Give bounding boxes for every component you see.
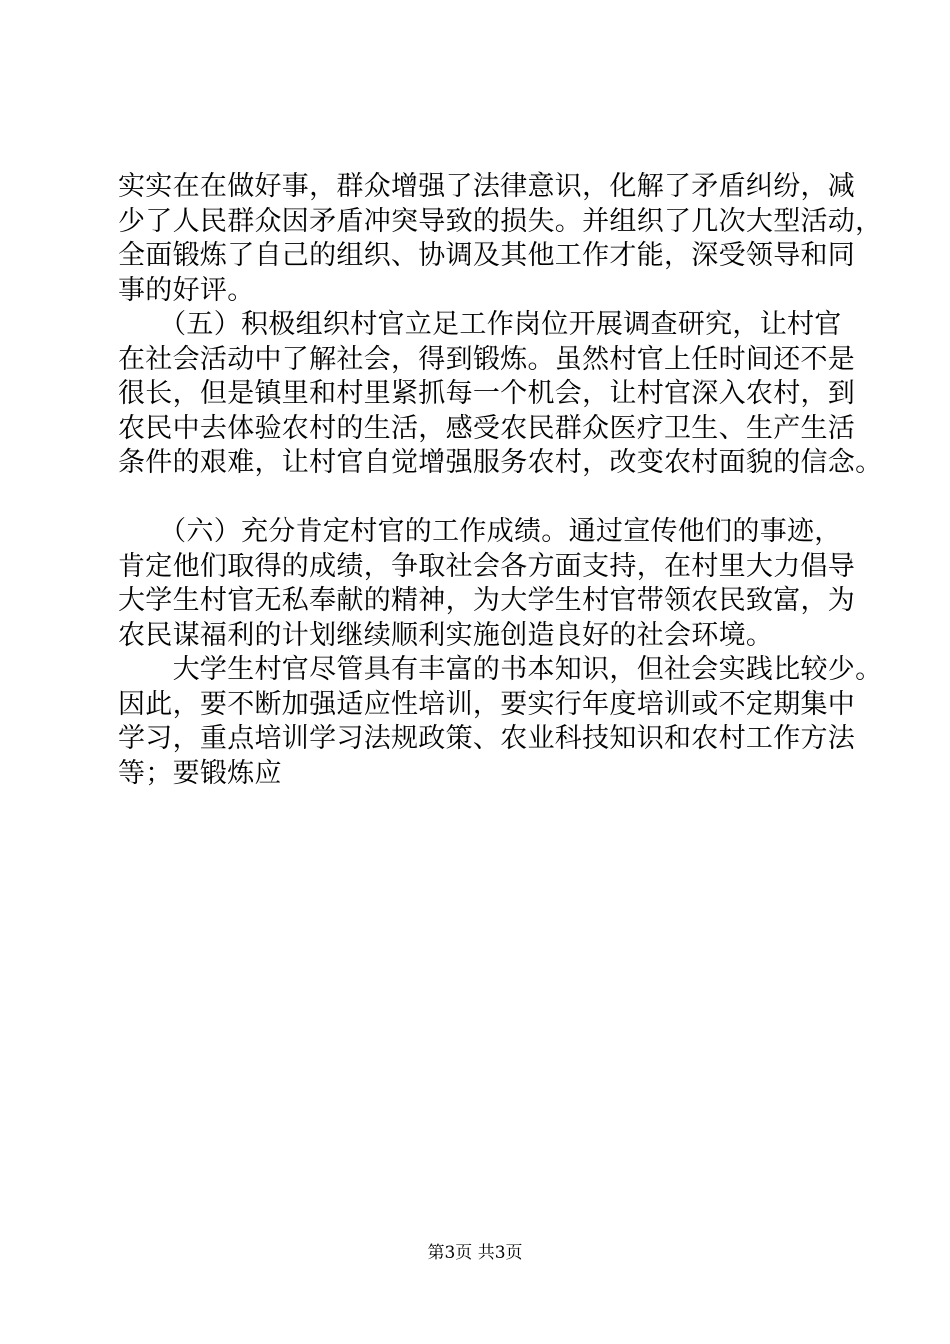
- text-line: 学习，重点培训学习法规政策、农业科技知识和农村工作方法: [118, 723, 856, 754]
- page-number: 第3页 共3页: [427, 1243, 523, 1263]
- page-footer: [0, 1242, 950, 1264]
- text-line: 在社会活动中了解社会，得到锻炼。虽然村官上任时间还不是: [118, 343, 856, 375]
- text-line: （五）积极组织村官立足工作岗位开展调查研究，让村官: [118, 309, 842, 340]
- document-body: [118, 170, 883, 791]
- text-line: 等；要锻炼应: [118, 757, 282, 789]
- text-line: 实实在在做好事，群众增强了法律意识，化解了矛盾纠纷，减: [118, 171, 856, 202]
- text-line: 很长，但是镇里和村里紧抓每一个机会，让村官深入农村，到: [118, 378, 856, 409]
- text-line: 因此，要不断加强适应性培训，要实行年度培训或不定期集中: [118, 688, 856, 720]
- text-line: 事的好评。: [118, 274, 255, 306]
- paragraph-gap: [118, 481, 858, 516]
- text-line: 农民中去体验农村的生活，感受农民群众医疗卫生、生产生活: [118, 412, 856, 444]
- text-line: 大学生村官尽管具有丰富的书本知识，但社会实践比较少。: [118, 654, 883, 685]
- text-line: （六）充分肯定村官的工作成绩。通过宣传他们的事迹，: [118, 516, 842, 547]
- text-line: 条件的艰难，让村官自觉增强服务农村，改变农村面貌的信念。: [118, 447, 883, 478]
- text-line: 大学生村官无私奉献的精神，为大学生村官带领农民致富，为: [118, 585, 856, 616]
- text-line: 全面锻炼了自己的组织、协调及其他工作才能，深受领导和同: [118, 240, 856, 271]
- text-line: 肯定他们取得的成绩，争取社会各方面支持，在村里大力倡导: [118, 550, 856, 582]
- text-line: 少了人民群众因矛盾冲突导致的损失。并组织了几次大型活动，: [118, 205, 883, 237]
- text-line: 农民谋福利的计划继续顺利实施创造良好的社会环境。: [118, 619, 774, 651]
